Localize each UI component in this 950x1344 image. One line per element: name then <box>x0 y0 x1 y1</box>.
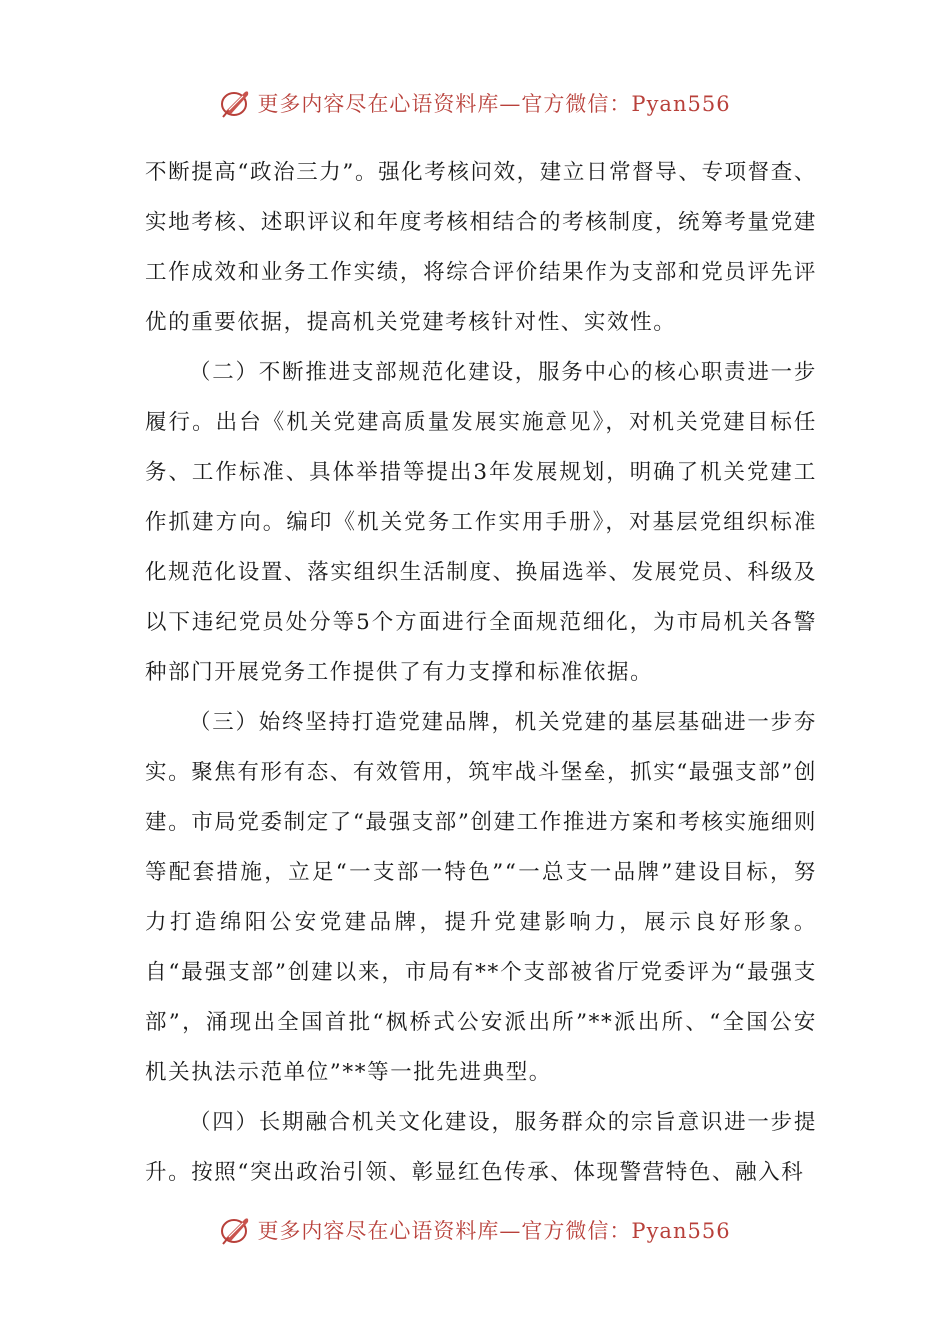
paragraph-2: （二）不断推进支部规范化建设，服务中心的核心职责进一步履行。出台《机关党建高质量发展实施意见》，对机关党建目标任务、工作标准、具体举措等提出3年发展规划，明确了机关党建工作抓建方向。编印《机关党务工作实用手册》，对基层党组织标准化规范化设置、落实组织生活制度、换届选举、发展党员、科级及以下违纪党员处分等5个方面进行全面规范细化，为市局机关各警种部门开展党务工作提供了有力支撑和标准依据。 <box>145 360 817 685</box>
header-banner <box>0 83 950 123</box>
banner-text: 更多内容尽在心语资料库—官方微信：Pyan556 <box>257 92 731 116</box>
pen-feather-logo-icon <box>219 86 253 120</box>
pen-feather-logo-icon <box>219 1213 253 1247</box>
document-body <box>145 148 817 1198</box>
banner-text: 更多内容尽在心语资料库—官方微信：Pyan556 <box>257 1219 731 1243</box>
paragraph-3: （三）始终坚持打造党建品牌，机关党建的基层基础进一步夯实。聚焦有形有态、有效管用，筑牢战斗堡垒，抓实“最强支部”创建。市局党委制定了“最强支部”创建工作推进方案和考核实施细则等配套措施，立足“一支部一特色”“一总支一品牌”建设目标，努力打造绵阳公安党建品牌，提升党建影响力，展示良好形象。自“最强支部”创建以来，市局有**个支部被省厅党委评为“最强支部”，涌现出全国首批“枫桥式公安派出所”**派出所、“全国公安机关执法示范单位”**等一批先进典型。 <box>145 710 817 1085</box>
footer-banner <box>0 1210 950 1250</box>
paragraph-1: 不断提高“政治三力”。强化考核问效，建立日常督导、专项督查、实地考核、述职评议和年度考核相结合的考核制度，统筹考量党建工作成效和业务工作实绩，将综合评价结果作为支部和党员评先评优的重要依据，提高机关党建考核针对性、实效性。 <box>145 160 817 335</box>
paragraph-4: （四）长期融合机关文化建设，服务群众的宗旨意识进一步提升。按照“突出政治引领、彰显红色传承、体现警营特色、融入科 <box>145 1110 817 1185</box>
